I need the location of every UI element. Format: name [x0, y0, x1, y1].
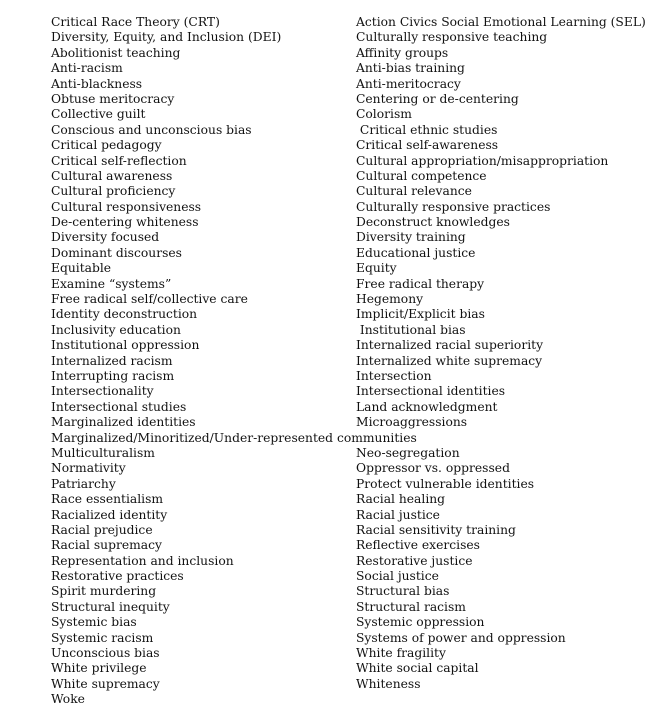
term-right: Land acknowledgment — [356, 399, 498, 414]
term-right: Systems of power and oppression — [356, 630, 566, 645]
term-left: Woke — [51, 692, 85, 707]
term-right: Microaggressions — [356, 415, 468, 430]
term-left: Collective guilt — [51, 107, 146, 122]
term-left: Patriarchy — [51, 476, 116, 491]
term-right: Diversity training — [356, 230, 466, 245]
term-row — [51, 61, 651, 76]
term-right: Whiteness — [356, 676, 421, 691]
term-left: Anti-racism — [51, 61, 123, 76]
term-right: Structural bias — [356, 584, 450, 599]
term-left: Systemic racism — [51, 630, 154, 645]
term-right: Internalized white supremacy — [356, 353, 543, 368]
term-row — [51, 584, 651, 599]
term-left: Free radical self/collective care — [51, 292, 248, 307]
term-right: Systemic oppression — [356, 615, 485, 630]
term-right: Oppressor vs. oppressed — [356, 461, 510, 476]
term-row — [51, 615, 651, 630]
term-row — [51, 692, 651, 707]
term-row — [51, 646, 651, 661]
term-left: Conscious and unconscious bias — [51, 122, 252, 137]
term-right: White fragility — [356, 646, 446, 661]
term-left: Structural inequity — [51, 599, 170, 614]
term-right: Racial sensitivity training — [356, 522, 516, 537]
term-right: Reflective exercises — [356, 538, 480, 553]
term-right: Institutional bias — [356, 322, 466, 337]
term-row — [51, 15, 651, 30]
term-row — [51, 107, 651, 122]
term-row — [51, 538, 651, 553]
term-left: Critical pedagogy — [51, 138, 162, 153]
term-right: Affinity groups — [356, 45, 449, 60]
term-left: Racial prejudice — [51, 522, 153, 537]
term-right: Equity — [356, 261, 397, 276]
term-row — [51, 154, 651, 169]
term-right: Cultural relevance — [356, 184, 472, 199]
term-left: Cultural awareness — [51, 168, 173, 183]
term-row — [51, 230, 651, 245]
term-list — [51, 15, 651, 708]
term-right: Protect vulnerable identities — [356, 476, 535, 491]
term-left: Critical self-reflection — [51, 153, 187, 168]
term-row — [51, 492, 651, 507]
term-right: Internalized racial superiority — [356, 338, 544, 353]
term-row — [51, 400, 651, 415]
term-row — [51, 92, 651, 107]
term-row — [51, 200, 651, 215]
term-row — [51, 169, 651, 184]
term-row — [51, 123, 651, 138]
term-left: Intersectionality — [51, 384, 154, 399]
term-left: Unconscious bias — [51, 646, 160, 661]
term-row — [51, 354, 651, 369]
term-left: Intersectional studies — [51, 399, 187, 414]
term-right: Centering or de-centering — [356, 91, 519, 106]
term-row — [51, 138, 651, 153]
term-right: Racial justice — [356, 507, 440, 522]
term-left: Restorative practices — [51, 569, 184, 584]
term-full: Marginalized/Minoritized/Under-represented communities — [51, 430, 417, 445]
term-right: Anti-meritocracy — [356, 76, 461, 91]
term-row — [51, 446, 651, 461]
term-row — [51, 292, 651, 307]
term-right: Critical self-awareness — [356, 138, 499, 153]
term-left: Diversity focused — [51, 230, 160, 245]
term-right: Colorism — [356, 107, 412, 122]
term-right: Social justice — [356, 569, 439, 584]
term-row — [51, 307, 651, 322]
term-left: White supremacy — [51, 676, 160, 691]
term-row — [51, 661, 651, 676]
term-right: Intersectional identities — [356, 384, 506, 399]
term-right: Hegemony — [356, 292, 424, 307]
term-row — [51, 369, 651, 384]
term-right: Intersection — [356, 368, 432, 383]
term-row — [51, 477, 651, 492]
term-row — [51, 77, 651, 92]
term-right: Cultural competence — [356, 168, 487, 183]
term-right: Culturally responsive practices — [356, 199, 551, 214]
term-left: Normativity — [51, 461, 126, 476]
term-right: Restorative justice — [356, 553, 473, 568]
term-left: Anti-blackness — [51, 76, 143, 91]
term-left: Interrupting racism — [51, 368, 175, 383]
term-row — [51, 261, 651, 276]
term-left: Racialized identity — [51, 507, 168, 522]
term-row — [51, 46, 651, 61]
term-right: Educational justice — [356, 245, 476, 260]
term-right: Critical ethnic studies — [356, 122, 498, 137]
term-row — [51, 461, 651, 476]
term-left: Racial supremacy — [51, 538, 162, 553]
term-left: Cultural responsiveness — [51, 199, 202, 214]
term-left: Abolitionist teaching — [51, 45, 181, 60]
term-left: De-centering whiteness — [51, 215, 199, 230]
term-right: Neo-segregation — [356, 445, 460, 460]
term-right: Free radical therapy — [356, 276, 485, 291]
term-right: Implicit/Explicit bias — [356, 307, 485, 322]
term-left: Spirit murdering — [51, 584, 157, 599]
term-row — [51, 600, 651, 615]
term-right: Cultural appropriation/misappropriation — [356, 153, 609, 168]
term-left: Marginalized identities — [51, 415, 196, 430]
term-left: Systemic bias — [51, 615, 137, 630]
term-left: Identity deconstruction — [51, 307, 198, 322]
term-row — [51, 523, 651, 538]
term-right: Action Civics Social Emotional Learning (SEL) — [356, 15, 646, 29]
term-left: Internalized racism — [51, 353, 173, 368]
term-row — [51, 246, 651, 261]
term-left: Multiculturalism — [51, 445, 155, 460]
term-left: Cultural proficiency — [51, 184, 176, 199]
term-left: Equitable — [51, 261, 112, 276]
term-row — [51, 30, 651, 45]
term-left: Critical Race Theory (CRT) — [51, 15, 220, 29]
term-row — [51, 323, 651, 338]
term-row — [51, 384, 651, 399]
term-row — [51, 554, 651, 569]
term-right: White social capital — [356, 661, 479, 676]
term-row — [51, 508, 651, 523]
term-left: White privilege — [51, 661, 147, 676]
term-left: Representation and inclusion — [51, 553, 234, 568]
term-left: Institutional oppression — [51, 338, 200, 353]
term-row — [51, 677, 651, 692]
term-row-full — [51, 431, 651, 446]
term-row — [51, 184, 651, 199]
term-row — [51, 338, 651, 353]
term-row — [51, 215, 651, 230]
term-left: Dominant discourses — [51, 245, 182, 260]
term-left: Diversity, Equity, and Inclusion (DEI) — [51, 30, 282, 45]
term-right: Culturally responsive teaching — [356, 30, 548, 45]
term-row — [51, 277, 651, 292]
term-left: Examine “systems” — [51, 276, 172, 291]
term-left: Inclusivity education — [51, 322, 181, 337]
term-row — [51, 415, 651, 430]
term-right: Structural racism — [356, 599, 466, 614]
term-row — [51, 569, 651, 584]
term-right: Racial healing — [356, 492, 446, 507]
term-left: Obtuse meritocracy — [51, 91, 175, 106]
term-right: Anti-bias training — [356, 61, 465, 76]
term-right: Deconstruct knowledges — [356, 215, 510, 230]
term-left: Race essentialism — [51, 492, 164, 507]
term-row — [51, 631, 651, 646]
